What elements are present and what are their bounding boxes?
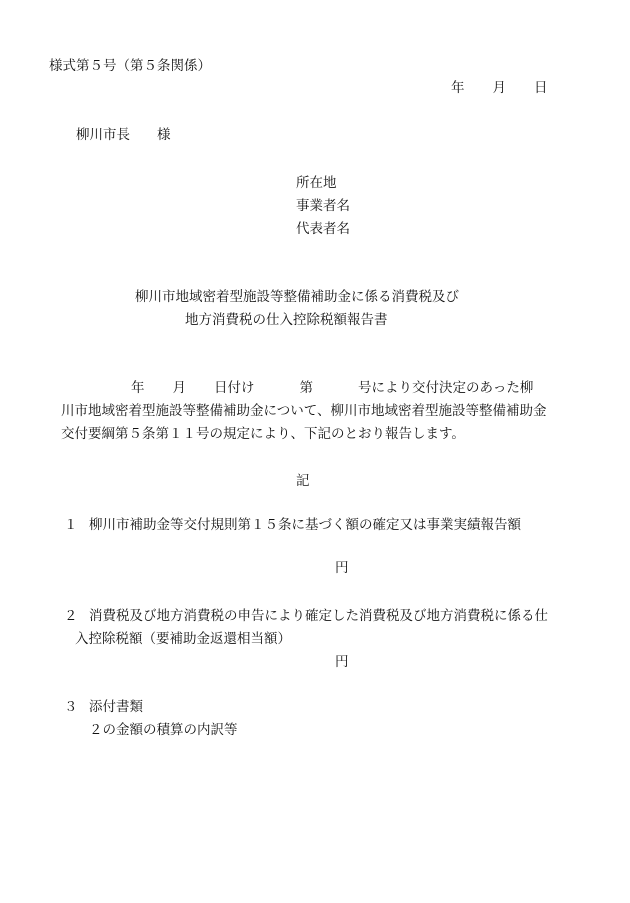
business-name-label: 事業者名 bbox=[296, 198, 350, 214]
ki-heading: 記 bbox=[296, 473, 310, 489]
document-title-line1: 柳川市地域密着型施設等整備補助金に係る消費税及び bbox=[135, 289, 459, 305]
representative-label: 代表者名 bbox=[296, 221, 350, 237]
addressee-honorific: 様 bbox=[157, 127, 171, 143]
date-line bbox=[451, 79, 548, 97]
document-title-line2: 地方消費税の仕入控除税額報告書 bbox=[185, 312, 388, 328]
form-number: 様式第５号（第５条関係） bbox=[49, 58, 211, 74]
item1-number: １ bbox=[64, 517, 78, 533]
item3-label: 添付書類 bbox=[89, 699, 143, 715]
addressee bbox=[76, 126, 171, 144]
body-line1-tail: 号により交付決定のあった柳 bbox=[358, 380, 534, 396]
item2-text-line1: 消費税及び地方消費税の申告により確定した消費税及び地方消費税に係る仕 bbox=[89, 608, 548, 624]
body-dai: 第 bbox=[299, 380, 313, 396]
item1-text: 柳川市補助金等交付規則第１５条に基づく額の確定又は事業実績報告額 bbox=[89, 517, 521, 533]
body-month: 月 bbox=[172, 380, 186, 396]
address-label: 所在地 bbox=[296, 175, 337, 191]
date-day-label: 日 bbox=[534, 80, 548, 96]
body-line2: 川市地域密着型施設等整備補助金について、柳川市地域密着型施設等整備補助金 bbox=[61, 403, 547, 419]
item3-detail: ２の金額の積算の内訳等 bbox=[89, 722, 238, 738]
body-line1 bbox=[131, 379, 533, 397]
body-year: 年 bbox=[131, 380, 145, 396]
body-line3: 交付要綱第５条第１１号の規定により、下記のとおり報告します。 bbox=[61, 426, 465, 442]
addressee-name: 柳川市長 bbox=[76, 127, 130, 143]
item2-number: ２ bbox=[64, 608, 78, 624]
date-month-label: 月 bbox=[492, 80, 506, 96]
item2-unit: 円 bbox=[335, 654, 349, 670]
body-day: 日付け bbox=[214, 380, 255, 396]
date-year-label: 年 bbox=[451, 80, 465, 96]
item2-text-line2: 入控除税額（要補助金返還相当額） bbox=[75, 631, 291, 647]
item3-number: ３ bbox=[64, 699, 78, 715]
item1-unit: 円 bbox=[335, 560, 349, 576]
